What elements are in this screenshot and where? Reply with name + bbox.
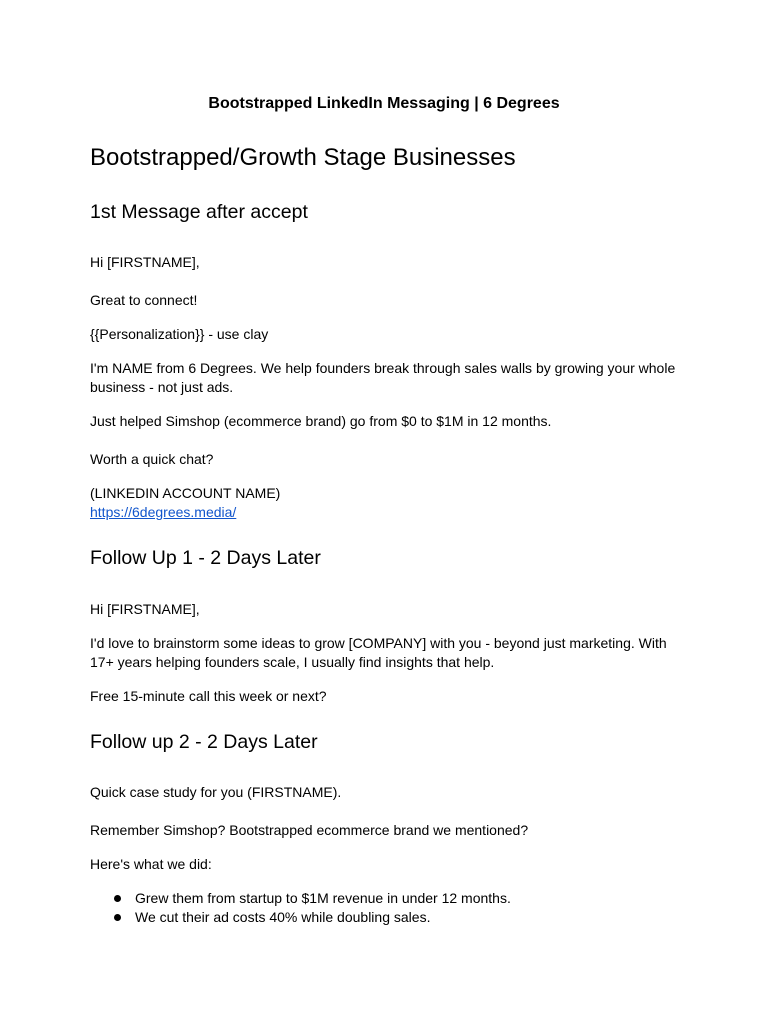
signature-account-name: (LINKEDIN ACCOUNT NAME) [90,485,281,501]
bullet-text: We cut their ad costs 40% while doubling sales. [135,909,431,925]
follow-up-2-intro-line: Quick case study for you (FIRSTNAME). [90,784,342,800]
bullet-icon [114,895,121,902]
list-item [90,889,680,908]
first-message-signature [90,484,680,522]
first-message-ask-line: Worth a quick chat? [90,451,214,467]
bullet-text: Grew them from startup to $1M revenue in under 12 months. [135,890,511,906]
case-study-bullet-list [90,889,680,927]
first-message-greeting: Hi [FIRSTNAME], [90,254,200,270]
first-message-personalization-line: {{Personalization}} - use clay [90,326,269,342]
first-message-intro-paragraph: I'm NAME from 6 Degrees. We help founders break through sales walls by growing your whole business - not just ads. [90,360,676,395]
follow-up-2-lead-line: Here's what we did: [90,856,212,872]
section-heading-follow-up-1: Follow Up 1 - 2 Days Later [90,547,321,569]
section-heading-follow-up-2: Follow up 2 - 2 Days Later [90,731,318,753]
follow-up-1-greeting: Hi [FIRSTNAME], [90,601,200,617]
follow-up-1-pitch-paragraph: I'd love to brainstorm some ideas to grow [COMPANY] with you - beyond just marketing. With 17+ years helping founders scale, I usually find insights that help. [90,635,667,670]
follow-up-1-ask-line: Free 15-minute call this week or next? [90,688,327,704]
first-message-result-line: Just helped Simshop (ecommerce brand) go from $0 to $1M in 12 months. [90,413,552,429]
follow-up-2-recall-line: Remember Simshop? Bootstrapped ecommerce brand we mentioned? [90,822,529,838]
section-heading-first-message: 1st Message after accept [90,201,308,223]
main-heading: Bootstrapped/Growth Stage Businesses [90,144,516,171]
bullet-icon [114,914,121,921]
list-item [90,908,680,927]
first-message-connect-line: Great to connect! [90,292,198,308]
website-link[interactable]: https://6degrees.media/ [90,504,237,520]
document-title: Bootstrapped LinkedIn Messaging | 6 Degrees [208,95,560,112]
